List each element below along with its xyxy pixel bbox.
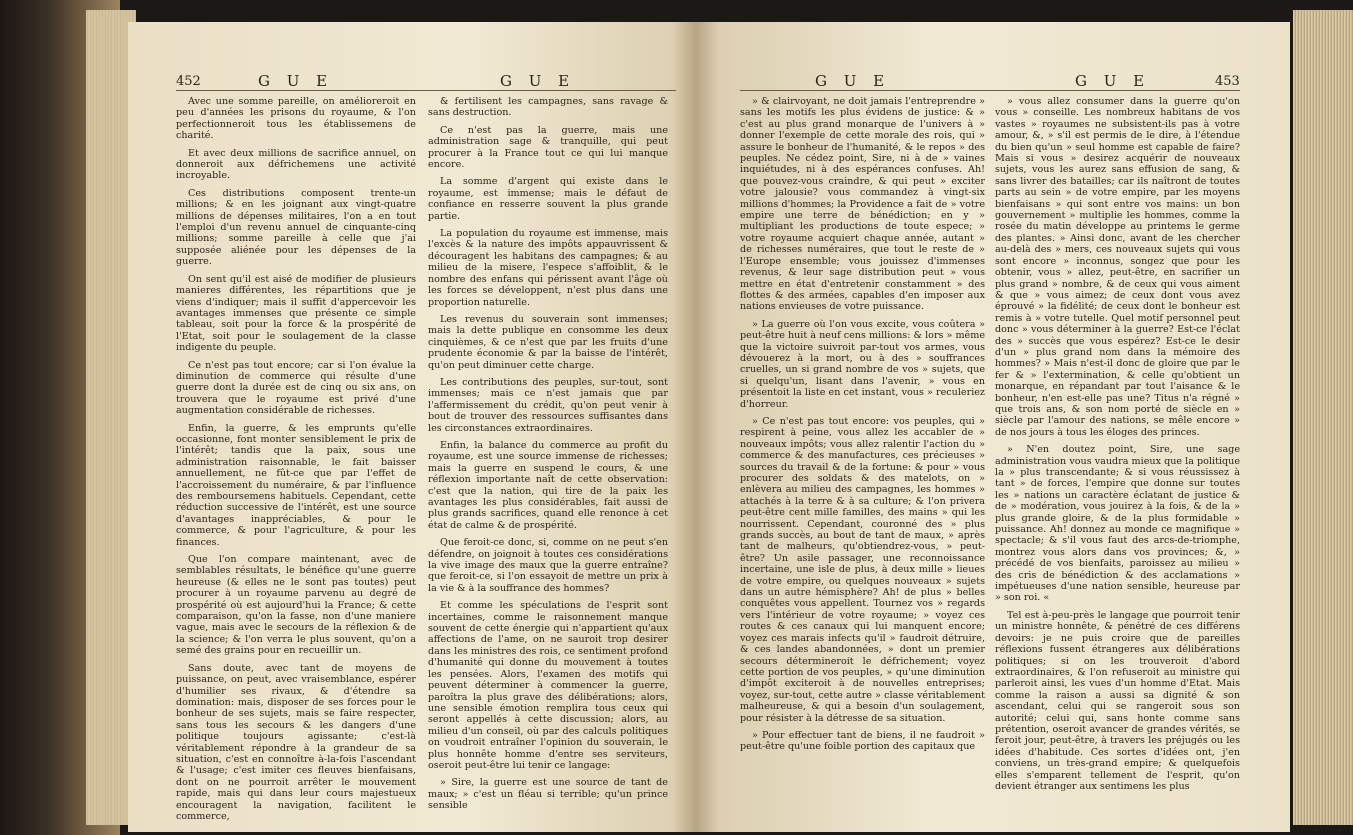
paragraph: On sent qu'il est aisé de modifier de plusieurs manieres différentes, les répartitions que je viens d'indiquer; mais il suffit d'appercevoir les avantages immenses que présente ce simple tableau, soit pour la force & la prospérité de l'Etat, soit pour le soulagement de la classe indigente du peuple. <box>176 273 416 354</box>
paragraph: Ces distributions composent trente-un millions; & en les joignant aux vingt-quatre millions de dépenses militaires, l'on a en tout l'emploi d'un revenu annuel de cinquante-cinq millions; somme pareille à celle que j'ai supposée aliénée pour les dépenses de la guerre. <box>176 187 416 268</box>
paragraph: Les contributions des peuples, sur-tout, sont immenses; mais ce n'est jamais que par l'affermissement du crédit, qu'on peut venir à bout de trouver des ressources suffisantes dans les circonstances extraordinaires. <box>428 376 668 434</box>
right-running-head-2: G U E <box>1075 72 1151 90</box>
paragraph: » Pour effectuer tant de biens, il ne faudroit » peut-être qu'une foible portion des capitaux que <box>740 729 985 753</box>
right-column-2 <box>995 96 1240 798</box>
left-page-number: 452 <box>176 74 201 89</box>
right-running-head-1: G U E <box>815 72 891 90</box>
left-running-head-2: G U E <box>500 72 576 90</box>
paragraph: » vous allez consumer dans la guerre qu'on vous » conseille. Les nombreux habitans de vos vastes » royaumes ne subsistent-ils pas à votre amour, &, » s'il est permis de le dire, à l'étendue du bien qu'un » seul homme est capable de faire? Mais si vous » desirez acquérir de nouveaux sujets, vous les aurez sans effusion de sang, & sans livrer des batailles; car ils naîtront de toutes parts au sein » de votre empire, par les moyens bienfaisans » qui sont entre vos mains: un bon gouvernement » multiplie les hommes, comme la rosée du matin développe au printems le germe des plantes. » Ainsi donc, avant de les chercher au-delà des » mers, ces nouveaux sujets qui vous sont encore » inconnus, songez que pour les obtenir, vous » allez, peut-être, en sacrifier un plus grand » nombre, & de ceux qui vous aiment & que » vous aimez; de ceux dont vous avez éprouvé » la fidélité; de ceux dont le bonheur est remis à » votre tutelle. Quel motif personnel peut donc » vous déterminer à la guerre? Est-ce l'éclat des » succès que vous espérez? Est-ce le desir d'un » plus grand nom dans la mémoire des hommes? » Mais n'est-il donc de gloire que par le fer & » l'extermination, & celle qu'obtient un monarque, en répandant par tout l'aisance & le bonheur, n'en est-elle pas une? Titus n'a régné » que trois ans, & son nom porté de siècle en » siècle par l'amour des nations, se mêle encore » de nos jours à tous les éloges des princes. <box>995 96 1240 438</box>
paragraph: » Ce n'est pas tout encore: vos peuples, qui » respirent à peine, vous allez les accabler de » nouveaux impôts; vous allez ralentir l'action du » commerce & des manufactures, ces précieuses » sources du travail & de la fortune: & pour » vous procurer des soldats & des matelots, on » enlèvera au milieu des campagnes, les hommes » attachés à la terre & à sa culture; & l'on privera peut-être cent mille familles, des mains » qui les nourrissent. Cependant, couronné des » plus grands succès, au bout de tant de maux, » après tant de malheurs, qu'obtiendrez-vous, » peut-être? Un asile passager, une reconnoissance incertaine, une isle de plus, à deux mille » lieues de votre empire, ou quelques nouveaux » sujets dans un autre hémisphère? Ah! de plus » belles conquêtes vous appellent. Tournez vos » regards vers l'intérieur de votre royaume; » voyez ces routes & ces canaux qui lui manquent encore; voyez ces marais infects qu'il » faudroit détruire, & ces landes abandonnées, » dont un premier secours détermineroit le défrichement; voyez cette portion de vos peuples, » qu'une diminution d'impôt exciteroit à de nouvelles entreprises; voyez, sur-tout, cette autre » classe véritablement malheureuse, & qui a besoin d'un soulagement, pour résister à la détresse de sa situation. <box>740 415 985 724</box>
right-page <box>695 22 1290 832</box>
paragraph: Sans doute, avec tant de moyens de puissance, on peut, avec vraisemblance, espérer d'humilier ses rivaux, & d'étendre sa domination: mais, disposer de ses forces pour le bonheur de ses sujets, mais se faire respecter, sans tous les secours & les dangers d'une politique toujours agissante; c'est-là véritablement répondre à la grandeur de sa situation, c'est en connoître à-la-fois l'ascendant & l'usage; c'est imiter ces fleuves bienfaisans, dont on ne pourroit arrêter le mouvement rapide, mais qui dans leur cours majestueux encouragent la navigation, facilitent le commerce, <box>176 662 416 822</box>
paragraph: Et comme les spéculations de l'esprit sont incertaines, comme le raisonnement manque souvent de cette énergie qui n'appartient qu'aux affections de l'ame, on ne sauroit trop desirer dans les ministres des rois, ce sentiment profond d'humanité qui donne du mouvement à toutes les pensées. Alors, l'examen des motifs qui peuvent déterminer à commencer la guerre, paroîtra la plus grave des délibérations; alors, une sensible émotion remplira tous ceux qui seront appellés à cette discussion; alors, au milieu d'un conseil, où par des calculs politiques on voudroit entraîner l'opinion du souverain, le plus honnête homme d'entre ses serviteurs, oseroit peut-être lui tenir ce langage: <box>428 600 668 771</box>
paragraph: Ce n'est pas la guerre, mais une administration sage & tranquille, qui peut procurer à la France tout ce qui lui manque encore. <box>428 124 668 171</box>
paragraph: » Sire, la guerre est une source de tant de maux; » c'est un fléau si terrible; qu'un prince sensible <box>428 777 668 812</box>
paragraph: Avec une somme pareille, on amélioreroit en peu d'années les prisons du royaume, & l'on perfectionneroit tous les établissemens de charité. <box>176 96 416 142</box>
left-column-1 <box>176 96 416 828</box>
paragraph: Que feroit-ce donc, si, comme on ne peut s'en défendre, on joignoit à toutes ces considérations la vive image des maux que la guerre entraîne? que feroit-ce, si l'on essayoit de mettre un prix à la vie & à la souffrance des hommes? <box>428 537 668 594</box>
paragraph: Les revenus du souverain sont immenses; mais la dette publique en consomme les deux cinquièmes, & ce n'est que par les fruits d'une prudente économie & par la baisse de l'intérêt, qu'on peut diminuer cette charge. <box>428 313 668 371</box>
paragraph: Ce n'est pas tout encore; car si l'on évalue la diminution de commerce qui résulte d'une guerre dont la durée est de cinq ou six ans, on trouvera que le royaume est privé d'une augmentation considérable de richesses. <box>176 359 416 417</box>
paragraph: La population du royaume est immense, mais l'excès & la nature des impôts appauvrissent & découragent les habitans des campagnes; & au milieu de la misere, l'espece s'affoiblit, & le nombre des enfans qui périssent avant l'âge où les forces se développent, n'est plus dans une proportion naturelle. <box>428 228 668 308</box>
paragraph: Et avec deux millions de sacrifice annuel, on donneroit aux défrichemens une activité incroyable. <box>176 147 416 182</box>
paragraph: Tel est à-peu-près le langage que pourroit tenir un ministre honnête, & pénétré de ces différens devoirs: je ne puis croire que de pareilles réflexions fussent étrangeres aux délibérations politiques; si on les trouveroit d'abord extraordinaires, & l'on refuseroit au ministre qui parleroit ainsi, les vues d'un homme d'Etat. Mais comme la raison a aussi sa dignité & son ascendant, celui qui se rangeroit sous son autorité; celui qui, sans honte comme sans prétention, oseroit avancer de grandes vérités, se feroit jour, peut-être, à travers les préjugés ou les idées d'habitude. Ces sortes d'idées ont, j'en conviens, un très-grand empire; & quelquefois elles s'emparent tellement de l'esprit, qu'on devient étranger aux sentimens les plus <box>995 609 1240 792</box>
paragraph: Enfin, la guerre, & les emprunts qu'elle occasionne, font monter sensiblement le prix de l'intérêt; tandis que la paix, sous une administration raisonnable, le fait baisser annuellement, ne fût-ce que par l'effet de l'accroissement du numéraire, & par l'influence des remboursemens habituels. Cependant, cette réduction successive de l'intérêt, est une source d'avantages inappréciables, & pour le commerce, & pour l'agriculture, & pour les finances. <box>176 422 416 548</box>
paragraph: Que l'on compare maintenant, avec de semblables résultats, le bénéfice qu'une guerre heureuse (& elles ne le sont pas toutes) peut procurer à un royaume parvenu au degré de prospérité où est aujourd'hui la France; & cette comparaison, qu'on la fasse, non d'une maniere vague, mais avec le secours de la réflexion & de la science; & l'on verra le plus souvent, qu'on a semé des grains pour en recueillir un. <box>176 554 416 657</box>
paragraph: » N'en doutez point, Sire, une sage administration vous vaudra mieux que la politique la » plus transcendante; & si vous réussissez à tant » de forces, l'empire que donne sur toutes les » nations un caractère éclatant de justice & de » modération, vous jouirez à la fois, & de la » plus grande gloire, & de la plus formidable » puissance. Ah! donnez au monde ce magnifique » spectacle; & s'il vous faut des arcs-de-triomphe, montrez vous alors dans vos provinces; &, » précédé de vos bienfaits, paroissez au milieu » des cris de bénédiction & des acclamations » impétueuses d'une nation sensible, heureuse par » son roi. « <box>995 444 1240 604</box>
left-column-2 <box>428 96 668 818</box>
paragraph: » La guerre où l'on vous excite, vous coûtera » peut-être huit à neuf cens millions: & lors » même que la victoire suivroit par-tout vos armes, vous dévouerez à la mort, ou à des » souffrances cruelles, un si grand nombre de vos » sujets, que si quelqu'un, lisant dans l'avenir, » vous en présentoit la liste en cet instant, vous » reculeriez d'horreur. <box>740 318 985 410</box>
left-page <box>128 22 695 832</box>
paragraph: La somme d'argent qui existe dans le royaume, est immense; mais le défaut de confiance en resserre souvent la plus grande partie. <box>428 176 668 222</box>
paragraph: Enfin, la balance du commerce au profit du royaume, est une source immense de richesses; mais la guerre en suspend le cours, & une réflexion importante naît de cette observation: c'est que la nation, qui tire de la paix les avantages les plus considérables, fait aussi de plus grands sacrifices, quand elle renonce à cet état de calme & de prospérité. <box>428 439 668 531</box>
paragraph: & fertilisent les campagnes, sans ravage & sans destruction. <box>428 96 668 119</box>
left-header-rule <box>176 90 676 91</box>
left-running-head-1: G U E <box>258 72 334 90</box>
right-page-number: 453 <box>1215 74 1240 89</box>
paragraph: » & clairvoyant, ne doit jamais l'entreprendre » sans les motifs les plus évidens de justice: & » c'est au plus grand monarque de l'univers à » donner l'exemple de cette morale des rois, qui » assure le bonheur de l'humanité, & le repos » des peuples. Ne cédez point, Sire, ni à de » vaines inquiétudes, ni à des espérances confuses. Ah! que pouvez-vous craindre, & qui peut » exciter votre jalousie? vous commandez à vingt-six millions d'hommes; la Providence a fait de » votre empire une terre de bénédiction; en y » multipliant les productions de toute espece; » votre royaume acquiert chaque année, autant » de richesses numéraires, que tout le reste de » l'Europe ensemble; vous jouissez d'immenses revenus, & leur sage distribution peut » vous mettre en état d'entretenir constamment » des flottes & des armées, capables d'en imposer aux nations envieuses de votre puissance. <box>740 96 985 313</box>
right-page-stack <box>1293 10 1353 825</box>
right-header-rule <box>740 90 1240 91</box>
right-column-1 <box>740 96 985 759</box>
